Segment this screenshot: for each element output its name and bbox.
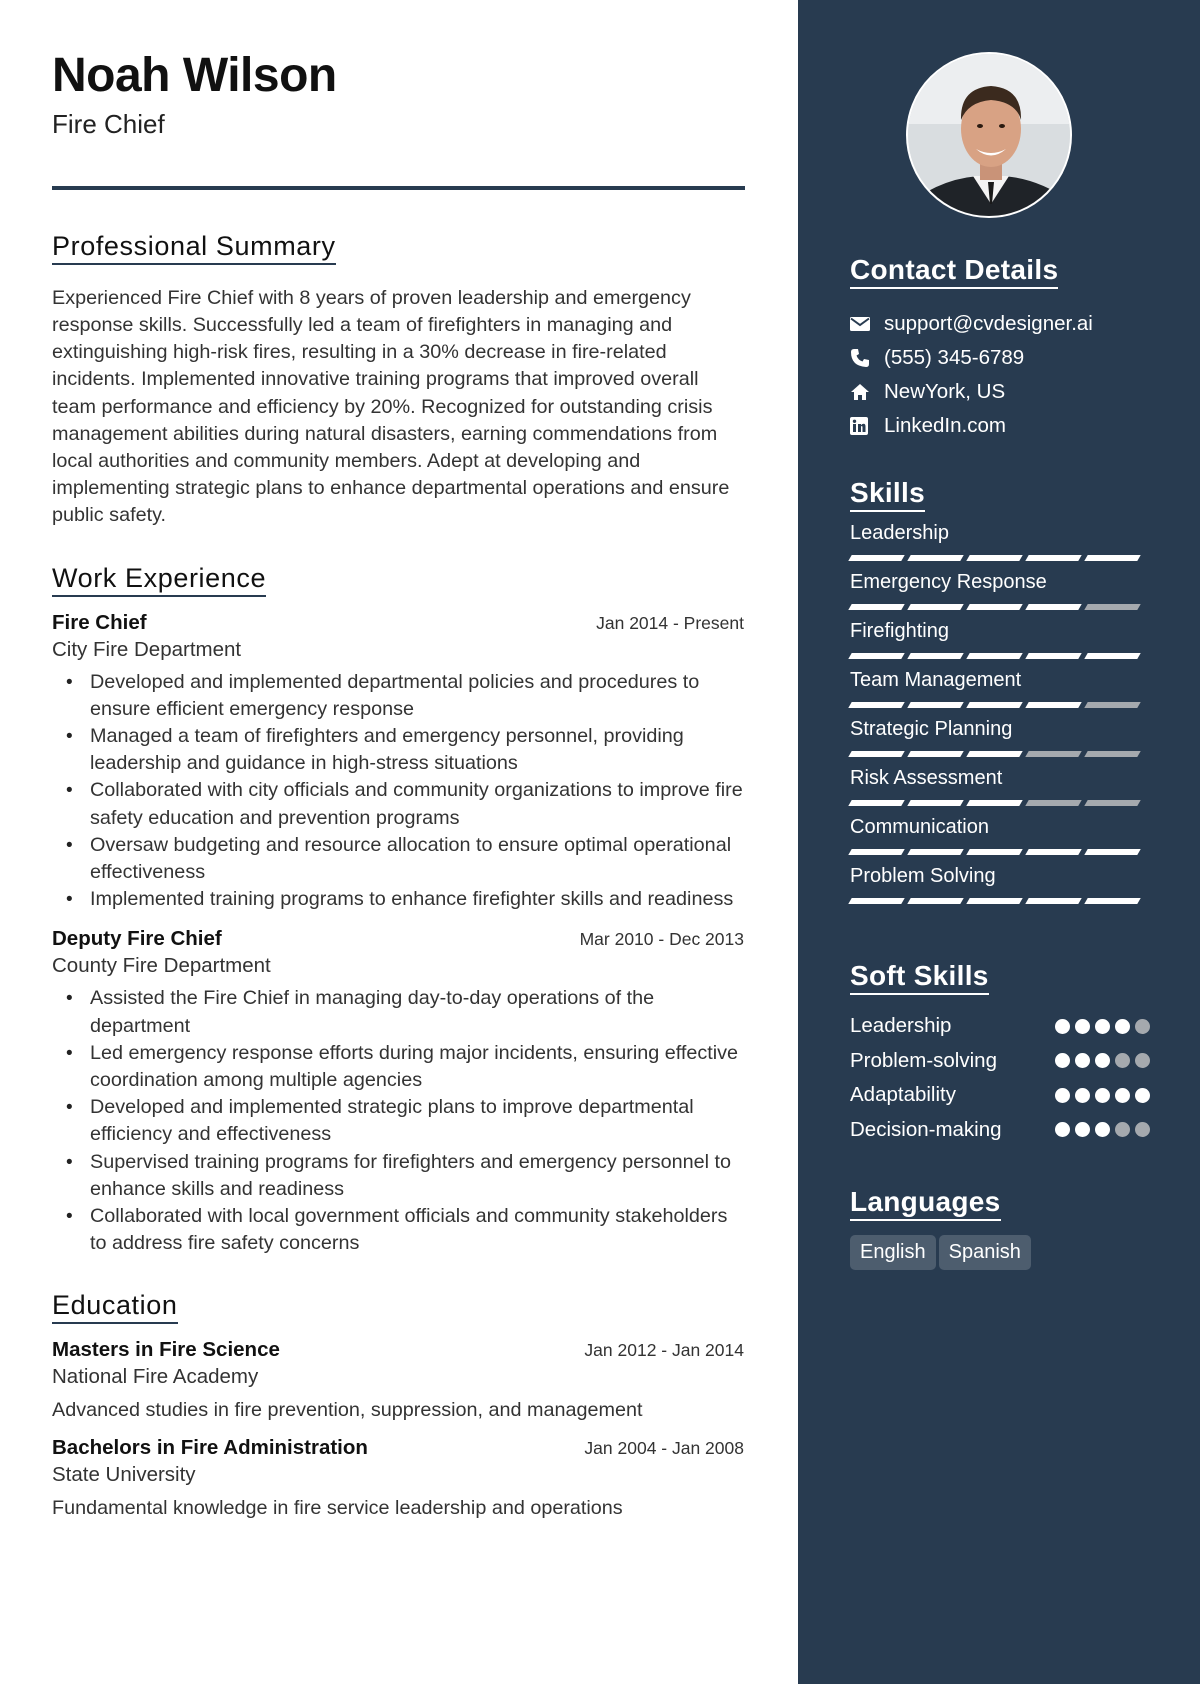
skill-level-segment: [1084, 751, 1140, 757]
job-bullet: • Supervised training programs for firefighters and emergency personnel to enhance skills and readiness: [52, 1149, 744, 1203]
skill-level-segment: [1025, 653, 1081, 659]
skill-level-bar: [850, 555, 1150, 561]
sidebar: [798, 0, 1200, 1684]
rating-dot: [1115, 1053, 1130, 1068]
skills-heading: Skills: [850, 477, 925, 512]
skill-level-segment: [966, 751, 1022, 757]
education-description: Fundamental knowledge in fire service leadership and operations: [52, 1497, 623, 1520]
soft-skill-list: [850, 1009, 1150, 1147]
soft-skills-section: [850, 960, 1150, 1147]
degree-title: Masters in Fire Science: [52, 1338, 280, 1362]
skill-level-segment: [848, 555, 904, 561]
candidate-name: Noah Wilson: [52, 49, 337, 102]
profile-photo: [906, 52, 1072, 218]
education-entry: [52, 1436, 744, 1520]
skill-level-segment: [1025, 555, 1081, 561]
skill-level-segment: [848, 849, 904, 855]
job-bullet: • Led emergency response efforts during major incidents, ensuring effective coordination among multiple agencies: [52, 1040, 744, 1094]
job-bullet: • Developed and implemented departmental policies and procedures to ensure efficient emergency response: [52, 669, 744, 723]
job-entry: [52, 927, 744, 1257]
rating-dot: [1055, 1053, 1070, 1068]
phone-icon: [850, 348, 884, 368]
skill-level-segment: [1084, 898, 1140, 904]
rating-dot: [1135, 1122, 1150, 1137]
skill-level-segment: [1084, 555, 1140, 561]
skill-item: [850, 718, 1150, 757]
skill-level-segment: [966, 849, 1022, 855]
job-dates: Jan 2014 - Present: [596, 612, 744, 633]
rating-dot: [1135, 1053, 1150, 1068]
degree-title: Bachelors in Fire Administration: [52, 1436, 368, 1460]
job-title: Fire Chief: [52, 610, 147, 634]
skill-level-segment: [907, 604, 963, 610]
soft-skill-rating: [1055, 1122, 1150, 1137]
education-dates: Jan 2012 - Jan 2014: [584, 1340, 744, 1361]
skill-level-segment: [907, 751, 963, 757]
job-bullet: • Collaborated with city officials and community organizations to improve fire safety education and prevention programs: [52, 777, 744, 831]
soft-skill-rating: [1055, 1019, 1150, 1034]
job-bullet: • Developed and implemented strategic plans to improve departmental efficiency and effectiveness: [52, 1094, 744, 1148]
rating-dot: [1095, 1019, 1110, 1034]
skill-level-segment: [1025, 800, 1081, 806]
education-heading: Education: [52, 1290, 178, 1324]
rating-dot: [1095, 1053, 1110, 1068]
skill-level-segment: [1025, 751, 1081, 757]
skill-item: [850, 865, 1150, 904]
summary-heading: Professional Summary: [52, 231, 336, 265]
soft-skill-name: Decision-making: [850, 1117, 1002, 1141]
rating-dot: [1075, 1088, 1090, 1103]
experience-heading: Work Experience: [52, 563, 266, 597]
contact-location-text: NewYork, US: [884, 380, 1006, 403]
header-divider: [52, 186, 745, 190]
education-list: [52, 1338, 746, 1520]
language-list: [850, 1235, 1150, 1270]
skill-level-segment: [907, 702, 963, 708]
rating-dot: [1055, 1122, 1070, 1137]
job-entry: [52, 611, 744, 914]
skill-level-segment: [1025, 702, 1081, 708]
skill-name: Team Management: [850, 669, 1022, 691]
job-bullet: • Managed a team of firefighters and emergency personnel, providing leadership and guidance in high-stress situations: [52, 723, 744, 777]
skill-name: Emergency Response: [850, 571, 1047, 593]
skill-level-bar: [850, 604, 1150, 610]
rating-dot: [1055, 1088, 1070, 1103]
skill-level-segment: [1025, 898, 1081, 904]
job-header: [52, 927, 744, 951]
contact-heading: Contact Details: [850, 254, 1058, 289]
soft-skill-item: [850, 1113, 1150, 1148]
skill-name: Risk Assessment: [850, 767, 1003, 789]
soft-skill-item: [850, 1009, 1150, 1044]
skill-level-segment: [907, 555, 963, 561]
contact-email[interactable]: [850, 307, 1150, 341]
skill-level-segment: [1025, 849, 1081, 855]
skill-level-segment: [1084, 653, 1140, 659]
contact-email-text: support@cvdesigner.ai: [884, 312, 1093, 335]
languages-heading: Languages: [850, 1186, 1001, 1221]
contact-list: [850, 307, 1150, 443]
education-entry: [52, 1338, 744, 1422]
education-header: [52, 1436, 744, 1460]
portrait-image: [908, 54, 1072, 218]
skill-item: [850, 816, 1150, 855]
skill-level-segment: [848, 604, 904, 610]
rating-dot: [1115, 1019, 1130, 1034]
job-dates: Mar 2010 - Dec 2013: [579, 929, 744, 950]
soft-skills-heading: Soft Skills: [850, 960, 989, 995]
skill-name: Problem Solving: [850, 865, 996, 887]
rating-dot: [1135, 1019, 1150, 1034]
skill-item: [850, 571, 1150, 610]
skill-level-segment: [1025, 604, 1081, 610]
skill-level-segment: [848, 898, 904, 904]
job-header: [52, 611, 744, 635]
rating-dot: [1075, 1053, 1090, 1068]
languages-section: [850, 1186, 1150, 1270]
rating-dot: [1135, 1088, 1150, 1103]
skill-list: [850, 522, 1150, 904]
job-bullet: • Implemented training programs to enhance firefighter skills and readiness: [52, 886, 744, 913]
skill-level-segment: [1084, 800, 1140, 806]
skill-item: [850, 620, 1150, 659]
contact-location: [850, 375, 1150, 409]
skill-level-bar: [850, 898, 1150, 904]
skill-level-segment: [848, 702, 904, 708]
skill-item: [850, 767, 1150, 806]
skill-level-segment: [966, 653, 1022, 659]
skill-name: Leadership: [850, 522, 949, 544]
soft-skill-rating: [1055, 1053, 1150, 1068]
language-tag: Spanish: [939, 1235, 1031, 1270]
skill-level-segment: [966, 604, 1022, 610]
job-bullet: • Collaborated with local government officials and community stakeholders to address fire safety concerns: [52, 1203, 744, 1257]
language-tag: English: [850, 1235, 936, 1270]
soft-skill-rating: [1055, 1088, 1150, 1103]
experience-section: [52, 563, 746, 1258]
skill-level-segment: [1084, 604, 1140, 610]
skill-level-segment: [848, 751, 904, 757]
skill-level-segment: [848, 800, 904, 806]
rating-dot: [1115, 1122, 1130, 1137]
job-bullet: • Oversaw budgeting and resource allocation to ensure optimal operational effectiveness: [52, 832, 744, 886]
skill-level-bar: [850, 653, 1150, 659]
job-title: Deputy Fire Chief: [52, 927, 222, 951]
rating-dot: [1055, 1019, 1070, 1034]
contact-section: [850, 254, 1150, 443]
skill-level-segment: [966, 702, 1022, 708]
skill-level-bar: [850, 849, 1150, 855]
skill-name: Communication: [850, 816, 989, 838]
school-name: State University: [52, 1463, 196, 1487]
skill-level-bar: [850, 702, 1150, 708]
candidate-role: Fire Chief: [52, 108, 165, 139]
skill-item: [850, 669, 1150, 708]
rating-dot: [1075, 1122, 1090, 1137]
school-name: National Fire Academy: [52, 1365, 259, 1389]
rating-dot: [1095, 1122, 1110, 1137]
job-organization: City Fire Department: [52, 637, 242, 661]
skill-level-segment: [966, 898, 1022, 904]
summary-text: Experienced Fire Chief with 8 years of proven leadership and emergency response skills. Successfully led a team of firefighters in managing and extinguishing high-risk fires, resulting in a 30% decrease in fire-related incidents. Implemented innovative training programs that improved overall team performance and efficiency by 20%. Recognized for outstanding crisis management abilities during natural disasters, earning commendations from local authorities and community members. Adept at developing and implementing strategic plans to enhance departmental operations and ensure public safety.: [52, 286, 730, 527]
skill-level-segment: [907, 800, 963, 806]
contact-phone[interactable]: [850, 341, 1150, 375]
skills-section: [850, 477, 1150, 904]
summary-section: [52, 231, 746, 530]
skill-level-segment: [1084, 849, 1140, 855]
job-list: [52, 611, 746, 1258]
education-description: Advanced studies in fire prevention, suppression, and management: [52, 1399, 643, 1422]
skill-level-segment: [966, 555, 1022, 561]
skill-level-segment: [907, 898, 963, 904]
education-section: [52, 1290, 746, 1520]
rating-dot: [1075, 1019, 1090, 1034]
skill-name: Strategic Planning: [850, 718, 1013, 740]
skill-level-segment: [848, 653, 904, 659]
education-header: [52, 1338, 744, 1362]
skill-level-bar: [850, 800, 1150, 806]
rating-dot: [1115, 1088, 1130, 1103]
skill-level-segment: [1084, 702, 1140, 708]
education-dates: Jan 2004 - Jan 2008: [584, 1438, 744, 1459]
job-bullet: • Assisted the Fire Chief in managing day-to-day operations of the department: [52, 985, 744, 1039]
job-bullets: [52, 669, 744, 914]
rating-dot: [1095, 1088, 1110, 1103]
soft-skill-name: Leadership: [850, 1014, 952, 1038]
linkedin-icon: [850, 417, 884, 435]
skill-level-bar: [850, 751, 1150, 757]
contact-phone-text: (555) 345-6789: [884, 346, 1025, 369]
soft-skill-item: [850, 1044, 1150, 1079]
job-bullets: [52, 985, 744, 1257]
skill-level-segment: [966, 800, 1022, 806]
home-icon: [850, 383, 884, 401]
soft-skill-item: [850, 1078, 1150, 1113]
contact-linkedin-text: LinkedIn.com: [884, 414, 1006, 437]
job-organization: County Fire Department: [52, 954, 271, 978]
skill-level-segment: [907, 849, 963, 855]
contact-linkedin[interactable]: [850, 409, 1150, 443]
skill-name: Firefighting: [850, 620, 949, 642]
envelope-icon: [850, 316, 884, 332]
soft-skill-name: Problem-solving: [850, 1048, 997, 1072]
skill-item: [850, 522, 1150, 561]
soft-skill-name: Adaptability: [850, 1083, 956, 1107]
skill-level-segment: [907, 653, 963, 659]
